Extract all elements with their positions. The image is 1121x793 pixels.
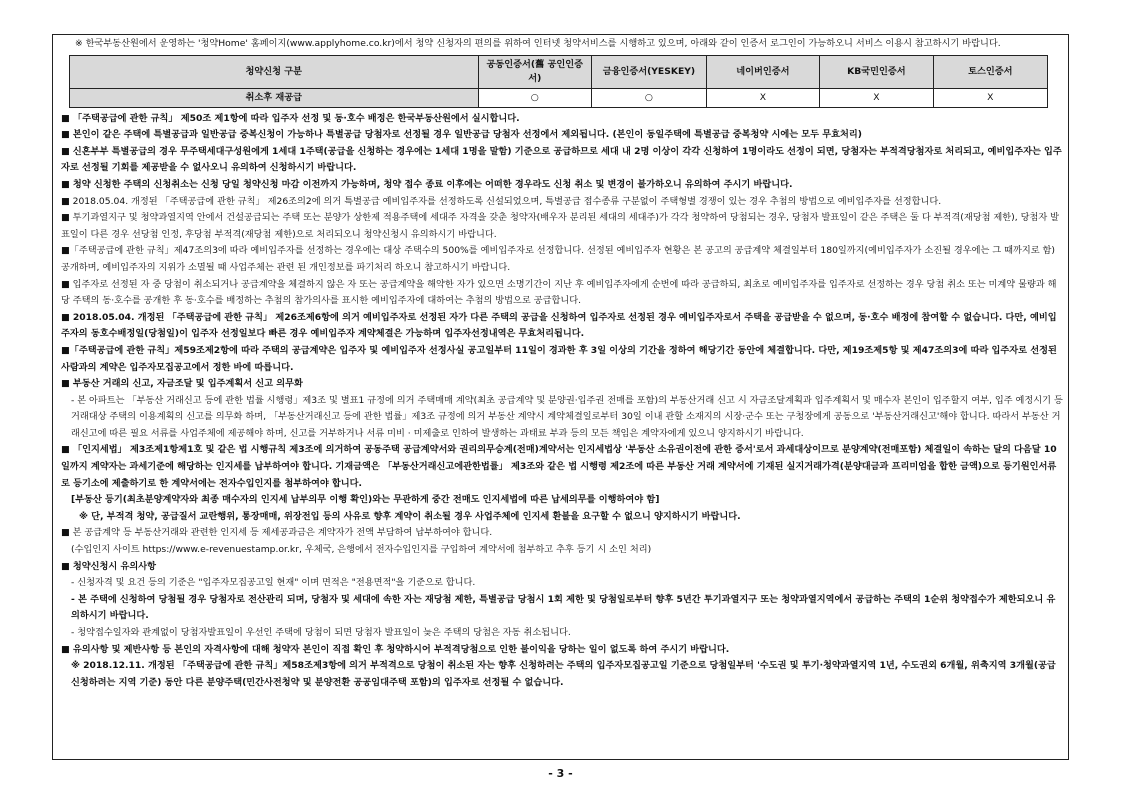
certificate-table-header xyxy=(70,55,1048,88)
notice-paragraph: (수입인지 사이트 https://www.e-revenuestamp.or.kr, 우체국, 은행에서 전자수입인지를 구입하여 계약서에 첨부하고 추후 등기 시 소인 처리) xyxy=(71,544,652,556)
header-kb-cert: KB국민인증서 xyxy=(820,55,934,88)
notice-paragraph: ※ 2018.12.11. 개정된 「주택공급에 관한 규칙」제58조제3항에 의거 부적격으로 당첨이 취소된 자는 향후 신청하려는 주택의 입주자모집공고일 기준으로 당첨일부터 '수도권 및 투기·청약과열지역 1년, 수도권외 6개월, 위축지역 3개월(공급신청하려는 지역 기준) 동안 다른 분양주택(민간사전청약 및 분양전환 공공임대주택 포함)의 입주자로 선정될 수 없습니다. xyxy=(71,660,1056,688)
cell-financial-cert: ○ xyxy=(592,88,707,107)
notice-paragraph: ■ 본 공급계약 등 부동산거래와 관련한 인지세 등 제세공과금은 계약자가 전액 부담하여 납부하여야 합니다. xyxy=(61,527,493,539)
notice-paragraph: ■ 투기과열지구 및 청약과열지역 안에서 건설공급되는 주택 또는 분양가 상한제 적용주택에 세대주 자격을 갖춘 청약자(배우자 분리된 세대의 세대주)가 각각 청약하여 당첨되는 경우, 당첨자 발표일이 같은 주택은 둘 다 부적격(재당첨 제한), 당첨자 발표일이 다른 경우 선당첨 인정, 후당첨 부적격(재당첨 제한)으로 처리되오니 청약신청시 유의하시기 바랍니다. xyxy=(61,212,1060,240)
notice-paragraph: ■ 입주자로 선정된 자 중 당첨이 취소되거나 공급계약을 체결하지 않은 자 또는 공급계약을 해약한 자가 있으면 소명기간이 지난 후 예비입주자에게 순번에 따라 공급하되, 최초로 예비입주자를 입주자로 선정하는 경우 당첨 취소 또는 미계약 물량과 해당 주택의 동·호수를 공개한 후 동·호수를 배정하는 추첨의 참가의사를 표시한 예비입주자에 대하여는 추첨의 방법으로 공급합니다. xyxy=(61,278,1057,307)
document-content xyxy=(61,36,1064,691)
cell-toss-cert: X xyxy=(933,88,1047,107)
notice-paragraph: ■ 2018.05.04. 개정된 「주택공급에 관한 규칙」 제26조의2에 의거 특별공급 예비입주자를 선정하도록 신설되었으며, 특별공급 접수종류 구분없이 주택형별 경쟁이 있는 경우 추첨의 방법으로 예비입주자를 선정합니다. xyxy=(61,195,942,207)
notice-paragraph: ■ 본인이 같은 주택에 특별공급과 일반공급 중복신청이 가능하나 특별공급 당첨자로 선정될 경우 일반공급 당첨자 선정에서 제외됩니다. (본인이 동일주택에 특별공급 중복청약 시에는 모두 무효처리) xyxy=(61,129,862,141)
notice-paragraph: - 본 주택에 신청하여 당첨될 경우 당첨자로 전산관리 되며, 당첨자 및 세대에 속한 자는 재당첨 제한, 특별공급 당첨시 1회 제한 및 당첨일로부터 향후 5년간 투기과열지구 또는 청약과열지역에서 공급하는 주택의 1순위 청약접수가 제한되오니 유의하시기 바랍니다. xyxy=(71,593,1056,622)
cell-naver-cert: X xyxy=(706,88,819,107)
cell-kb-cert: X xyxy=(820,88,934,107)
notice-paragraph: [부동산 등기(최초분양계약자와 최종 매수자의 인지세 납부의무 이행 확인)와는 무관하게 중간 전매도 인지세법에 따른 납세의무를 이행하여야 함] xyxy=(71,494,660,506)
notice-paragraph: ■「주택공급에 관한 규칙」제47조의3에 따라 예비입주자를 선정하는 경우에는 대상 주택수의 500%를 예비입주자로 선정합니다. 선정된 예비입주자 현황은 본 공고의 공급계약 체결일부터 180일까지(예비입주자가 소진될 경우에는 그 때까지로 함) 공개하며, 예비입주자의 지위가 소멸될 때 사업주체는 관련 된 개인정보를 파기처리 하오니 참고하시기 바랍니다. xyxy=(61,245,1055,273)
notice-paragraph: ■ 「인지세법」 제3조제1항제1호 및 같은 법 시행규칙 제3조에 의거하여 공동주택 공급계약서와 권리의무승계(전매)계약서는 인지세법상 '부동산 소유권이전에 관한 증서'로서 과세대상이므로 분양계약(전매포함) 체결일이 속하는 달의 다음달 10일까지 계약자는 과세기준에 해당하는 인지세를 납부하여야 합니다. 기재금액은 「부동산거래신고에관한법률」 제3조와 같은 법 시행령 제2조에 따른 부동산 거래 계약서에 기재된 실지거래가격(분양대금과 프리미엄을 합한 금액)으로 등기원인서류로 등기소에 제출하기로 한 계약서에는 전자수입인지를 첨부하여야 합니다. xyxy=(61,444,1057,489)
notice-paragraph: - 신청자격 및 요건 등의 기준은 "입주자모집공고일 현재" 이며 면적은 "전용면적"을 기준으로 합니다. xyxy=(71,577,476,589)
notice-paragraph: ■ 2018.05.04. 개정된 「주택공급에 관한 규칙」 제26조제6항에 의거 예비입주자로 선정된 자가 다른 주택의 공급을 신청하여 입주자로 선정된 경우 예비입주자로서 주택을 공급받을 수 없으며, 동·호수 배정에 참여할 수 없습니다. 다만, 예비입주자의 동호수배정일(당첨일)이 입주자 선정일보다 빠른 경우 예비입주자 계약체결은 가능하며 입주자선정내역은 무효처리됩니다. xyxy=(61,311,1057,340)
notice-paragraph: ■ 부동산 거래의 신고, 자금조달 및 입주계획서 신고 의무화 xyxy=(61,378,303,390)
notice-paragraph: - 청약접수일자와 관계없이 당첨자발표일이 우선인 주택에 당첨이 되면 당첨자 발표일이 늦은 주택의 당첨은 자동 취소됩니다. xyxy=(71,627,571,638)
page-number: - 3 - xyxy=(548,767,573,780)
certificate-table xyxy=(69,55,1048,108)
table-row xyxy=(70,88,1048,107)
notice-paragraph: ■ 신혼부부 특별공급의 경우 무주택세대구성원에게 1세대 1주택(공급을 신청하는 경우에는 1세대 1명을 말함) 기준으로 공급하므로 세대 내 2명 이상이 각각 신청하여 1명이라도 선정이 되면, 당첨자는 부적격당첨자로 처리되고, 예비입주자는 입주자로 선정될 기회를 제공받을 수 없사오니 유의하여 신청하시기 바랍니다. xyxy=(61,145,1062,174)
notice-paragraph: ■「주택공급에 관한 규칙」제59조제2항에 따라 주택의 공급계약은 입주자 및 예비입주자 선정사실 공고일부터 11일이 경과한 후 3일 이상의 기간을 정하여 해당기간 동안에 체결합니다. 다만, 제19조제5항 및 제47조의3에 따라 입주자로 선정된 사람과의 계약은 입주자모집공고에서 정한 바에 따릅니다. xyxy=(61,344,1057,373)
notice-paragraphs xyxy=(61,111,1064,692)
notice-paragraph: ■ 청약 신청한 주택의 신청취소는 신청 당일 청약신청 마감 이전까지 가능하며, 청약 접수 종료 이후에는 어떠한 경우라도 신청 취소 및 변경이 불가하오니 유의하여 주시기 바랍니다. xyxy=(61,178,793,190)
notice-paragraph: - 본 아파트는 「부동산 거래신고 등에 관한 법률 시행령」제3조 및 별표1 규정에 의거 주택매매 계약(최초 공급계약 및 분양권·입주권 전매를 포함)의 부동산거래 신고 시 자금조달계획과 입주계획서 및 매수자 본인이 입주할지 여부, 입주 예정시기 등 거래대상 주택의 이용계획의 신고를 의무화 하며, 「부동산거래신고 등에 관한 법률」제3조 규정에 의거 부동산 계약시 계약체결일로부터 30일 이내 관할 소재지의 시장·군수 또는 구청장에게 공동으로 '부동산거래신고'해야 합니다. 따라서 부동산 거래신고에 따른 필요 서류를 사업주체에 제공해야 하며, 신고를 거부하거나 서류 미비 · 미제출로 인하여 발생하는 과태료 부과 등의 모든 책임은 계약자에게 있으니 양지하시기 바랍니다. xyxy=(71,394,1063,439)
notice-paragraph: ■ 유의사항 및 제반사항 등 본인의 자격사항에 대해 청약자 본인이 직접 확인 후 청약하시어 부적격당첨으로 인한 불이익을 당하는 일이 없도록 하여 주시기 바랍니다. xyxy=(61,643,730,655)
row-label: 취소후 재공급 xyxy=(70,88,479,107)
header-financial-cert: 금융인증서(YESKEY) xyxy=(592,55,707,88)
intro-notice: ※ 한국부동산원에서 운영하는 '청약Home' 홈페이지(www.applyhome.co.kr)에서 청약 신청자의 편의를 위하여 인터넷 청약서비스를 시행하고 있으며, 아래와 같이 인증서 로그인이 가능하오니 서비스 이용시 참고하시기 바랍니다. xyxy=(75,38,1001,49)
header-toss-cert: 토스인증서 xyxy=(933,55,1047,88)
notice-paragraph: ■ 청약신청시 유의사항 xyxy=(61,560,156,572)
notice-paragraph: ■ 「주택공급에 관한 규칙」 제50조 제1항에 따라 입주자 선정 및 동·호수 배정은 한국부동산원에서 실시합니다. xyxy=(61,112,520,124)
header-category: 청약신청 구분 xyxy=(70,55,479,88)
header-naver-cert: 네이버인증서 xyxy=(706,55,819,88)
header-joint-cert: 공동인증서(舊 공인인증서) xyxy=(478,55,592,88)
notice-paragraph: ※ 단, 부적격 청약, 공급질서 교란행위, 통장매매, 위장전입 등의 사유로 향후 계약이 취소될 경우 사업주체에 인지세 환불을 요구할 수 없으니 양지하시기 바랍니다. xyxy=(79,510,741,522)
cell-joint-cert: ○ xyxy=(478,88,592,107)
